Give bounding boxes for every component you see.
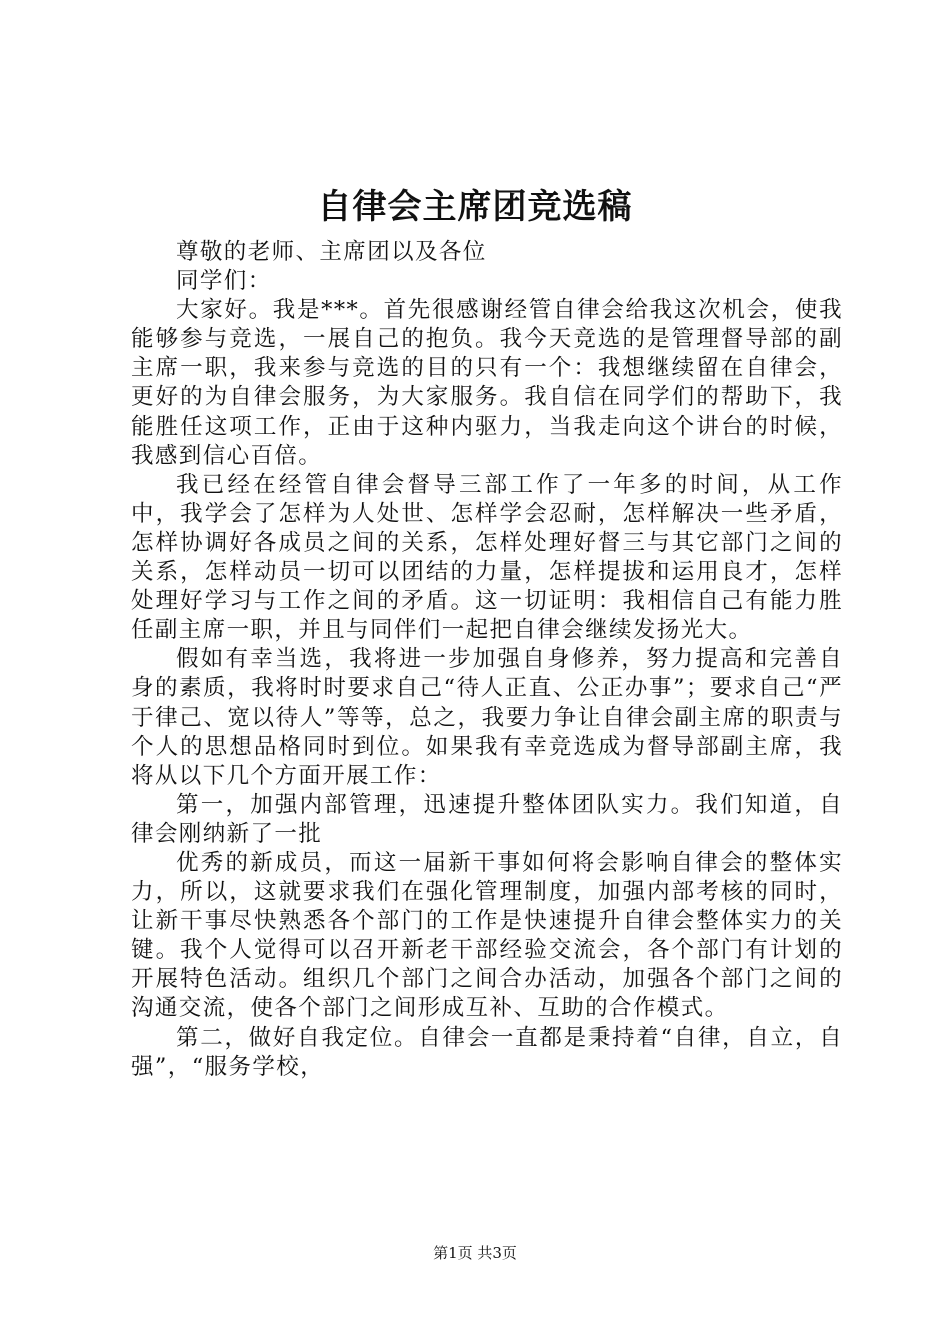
paragraph-introduction: 大家好。我是***。首先很感谢经管自律会给我这次机会，使我能够参与竞选，一展自己的抱负。我今天竞选的是管理督导部的副主席一职，我来参与竞选的目的只有一个：我想继续留在自律会，更好的为自律会服务，为大家服务。我自信在同学们的帮助下，我能胜任这项工作，正由于这种内驱力，当我走向这个讲台的时候，我感到信心百倍。 [131,297,843,469]
page-number-footer: 第1页 共3页 [433,1244,517,1262]
paragraph-salutation-cont: 同学们： [176,268,272,295]
document-title: 自律会主席团竞选稿 [317,187,633,227]
paragraph-point-one: 第一，加强内部管理，迅速提升整体团队实力。我们知道，自律会刚纳新了一批 [131,791,843,847]
paragraph-salutation: 尊敬的老师、主席团以及各位 [176,239,487,265]
document-body [131,238,843,1082]
paragraph-point-one-cont: 优秀的新成员，而这一届新干事如何将会影响自律会的整体实力，所以，这就要求我们在强化管理制度，加强内部考核的同时，让新干事尽快熟悉各个部门的工作是快速提升自律会整体实力的关键。我个人觉得可以召开新老干部经验交流会，各个部门有计划的开展特色活动。组织几个部门之间合办活动，加强各个部门之间的沟通交流，使各个部门之间形成互补、互助的合作模式。 [131,849,843,1022]
paragraph-experience: 我已经在经管自律会督导三部工作了一年多的时间，从工作中，我学会了怎样为人处世、怎样学会忍耐，怎样解决一些矛盾，怎样协调好各成员之间的关系，怎样处理好督三与其它部门之间的关系，怎样动员一切可以团结的力量，怎样提拔和运用良才，怎样处理好学习与工作之间的矛盾。这一切证明：我相信自己有能力胜任副主席一职，并且与同伴们一起把自律会继续发扬光大。 [131,471,843,644]
paragraph-point-two: 第二，做好自我定位。自律会一直都是秉持着“自律，自立，自强”，“服务学校， [131,1024,843,1080]
paragraph-commitment: 假如有幸当选，我将进一步加强自身修养，努力提高和完善自身的素质，我将时时要求自己“待人正直、公正办事”；要求自己“严于律己、宽以待人”等等，总之，我要力争让自律会副主席的职责与个人的思想品格同时到位。如果我有幸竞选成为督导部副主席，我将从以下几个方面开展工作： [131,646,843,789]
